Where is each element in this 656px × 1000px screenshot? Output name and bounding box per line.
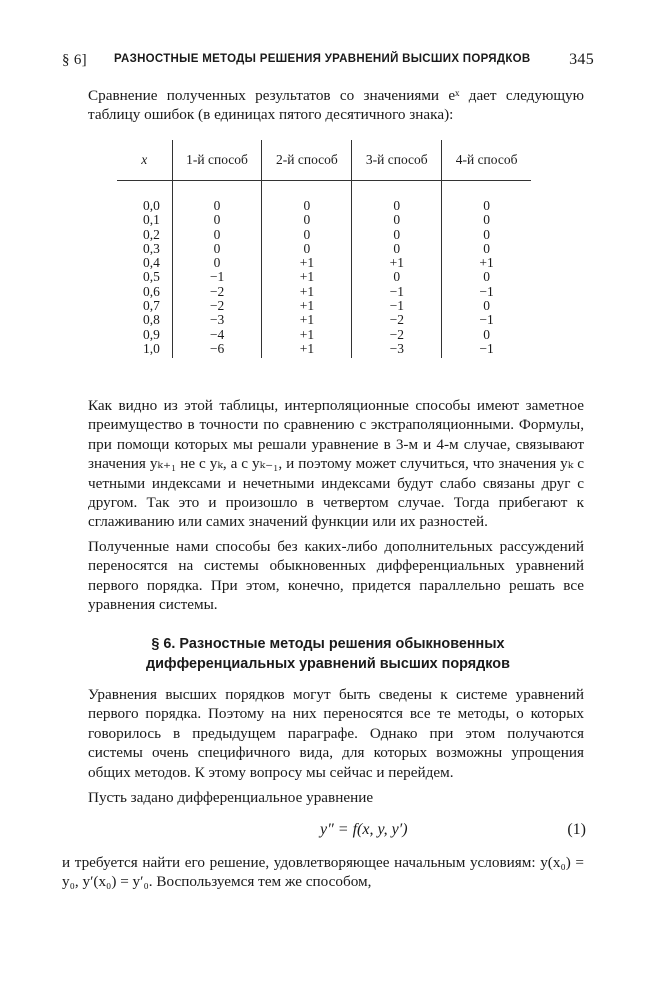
table-cell: +1 (389, 255, 404, 271)
table-cell: −3 (209, 312, 225, 328)
formula-number: (1) (567, 821, 586, 838)
column-method-1 (172, 181, 262, 359)
table-cell: 0 (483, 269, 490, 285)
header-method-1: 1-й способ (172, 140, 262, 181)
table-cell: −4 (209, 326, 225, 342)
table-cell: 0,0 (143, 198, 160, 213)
page-number: 345 (569, 51, 594, 68)
header-method-2: 2-й способ (262, 140, 352, 181)
table-cell: +1 (299, 283, 315, 299)
table-cell: 0 (213, 240, 221, 256)
column-method-3 (352, 181, 442, 359)
table-cell: 0,6 (143, 283, 160, 299)
table-cell: 0 (483, 240, 490, 256)
table-cell: +1 (299, 312, 315, 328)
table-cell: 0 (213, 212, 221, 228)
table-cell: 1,0 (143, 340, 160, 356)
paragraph-systems: Полученные нами способы без каких-либо дополнительных рассуждений переносятся на системы обыкновенных дифференциальных уравнений первого порядка. При этом, конечно, придется параллельно решать все уравнения системы. (88, 538, 584, 614)
table-cell: −2 (389, 326, 404, 342)
table-cell: 0 (483, 226, 490, 242)
header-x: x (117, 140, 172, 181)
table-cell: −1 (209, 269, 225, 285)
formula-1 (62, 821, 594, 843)
table-cell: 0 (303, 226, 311, 242)
table-cell: 0 (393, 240, 401, 256)
table-cell: −1 (479, 283, 494, 299)
paragraph-higher-order: Уравнения высших порядков могут быть сведены к системе уравнений первого порядка. Поэтому на них переносятся все те методы, о которых говорилось в предыдущем параграфе. Однако при этом получаются системы очень специфичного вида, для которых возможны упрощения общих методов. К этому вопросу мы сейчас и перейдем. (88, 686, 584, 781)
table-cell: −1 (479, 312, 494, 328)
table-cell: 0 (393, 269, 401, 285)
table-cell: 0,8 (143, 312, 160, 328)
table-cell: 0,2 (143, 226, 160, 242)
header-method-4: 4-й способ (442, 140, 531, 181)
paragraph-given-equation: Пусть задано дифференциальное уравнение (88, 789, 374, 806)
table-cell: 0,4 (143, 255, 160, 271)
table-cell: +1 (299, 298, 315, 314)
table-cell: −2 (209, 283, 225, 299)
table-cell: 0 (393, 198, 401, 213)
table-cell: −2 (389, 312, 404, 328)
table-cell: 0,3 (143, 240, 160, 256)
table-cell: 0,5 (143, 269, 160, 285)
paragraph-initial-conditions: и требуется найти его решение, удовлетворяющее начальным условиям: y(x₀) = y₀, y′(x₀) = y′₀. Воспользуемся тем же способом, (62, 854, 584, 891)
table-header-row (117, 140, 531, 181)
formula-equation: y″ = f(x, y, y′) (320, 821, 408, 838)
header-method-3: 3-й способ (352, 140, 442, 181)
column-method-2 (262, 181, 352, 359)
table-cell: −1 (389, 283, 404, 299)
intro-paragraph: Сравнение полученных результатов со значениями eˣ дает следующую таблицу ошибок (в единицах пятого десятичного знака): (88, 87, 584, 124)
column-x (117, 181, 172, 359)
table-cell: 0 (213, 198, 221, 213)
running-header (62, 50, 594, 74)
header-title: РАЗНОСТНЫЕ МЕТОДЫ РЕШЕНИЯ УРАВНЕНИЙ ВЫСШИХ ПОРЯДКОВ (114, 53, 531, 65)
table-cell: 0 (483, 212, 490, 228)
table-cell: 0 (483, 326, 490, 342)
paragraph-interpolation: Как видно из этой таблицы, интерполяционные способы имеют заметное преимущество в точности по сравнению с экстраполяционными. Формулы, при помощи которых мы решали уравнение в 3-м и 4-м случае, связывают значения yₖ₊₁ не с yₖ, а с yₖ₋₁, и поэтому может случиться, что значения yₖ с четными индексами и нечетными индексами будут слабо связаны друг с другом. Так это и произошло в четвертом случае. Тогда прибегают к сглаживанию или самих значений функции или их разностей. (88, 397, 584, 531)
table-cell: 0 (393, 226, 401, 242)
table-cell: −3 (389, 340, 404, 356)
table-body-row (117, 181, 531, 359)
section-heading (62, 634, 594, 674)
table-cell: 0 (303, 240, 311, 256)
table-cell: +1 (299, 255, 315, 271)
error-table (117, 140, 531, 358)
table-cell: 0,1 (143, 212, 160, 228)
column-method-4 (442, 181, 531, 359)
section-heading-line-2: дифференциальных уравнений высших порядков (146, 656, 510, 672)
section-heading-line-1: § 6. Разностные методы решения обыкновенных (151, 636, 505, 652)
table-cell: −1 (389, 298, 404, 314)
table-cell: −1 (479, 340, 494, 356)
table-cell: 0 (213, 226, 221, 242)
table-cell: 0 (213, 255, 221, 271)
table-cell: 0,7 (143, 298, 160, 314)
table-cell: 0 (483, 298, 490, 314)
table-cell: +1 (479, 255, 494, 271)
table-cell: 0 (393, 212, 401, 228)
table-cell: 0 (303, 198, 311, 213)
header-section-number: § 6] (62, 52, 87, 68)
table-cell: +1 (299, 340, 315, 356)
table-cell: 0 (303, 212, 311, 228)
table-cell: +1 (299, 269, 315, 285)
table-cell: −2 (209, 298, 225, 314)
table-cell: −6 (209, 340, 225, 356)
table-cell: 0,9 (143, 326, 160, 342)
table-cell: 0 (483, 198, 490, 213)
table-cell: +1 (299, 326, 315, 342)
